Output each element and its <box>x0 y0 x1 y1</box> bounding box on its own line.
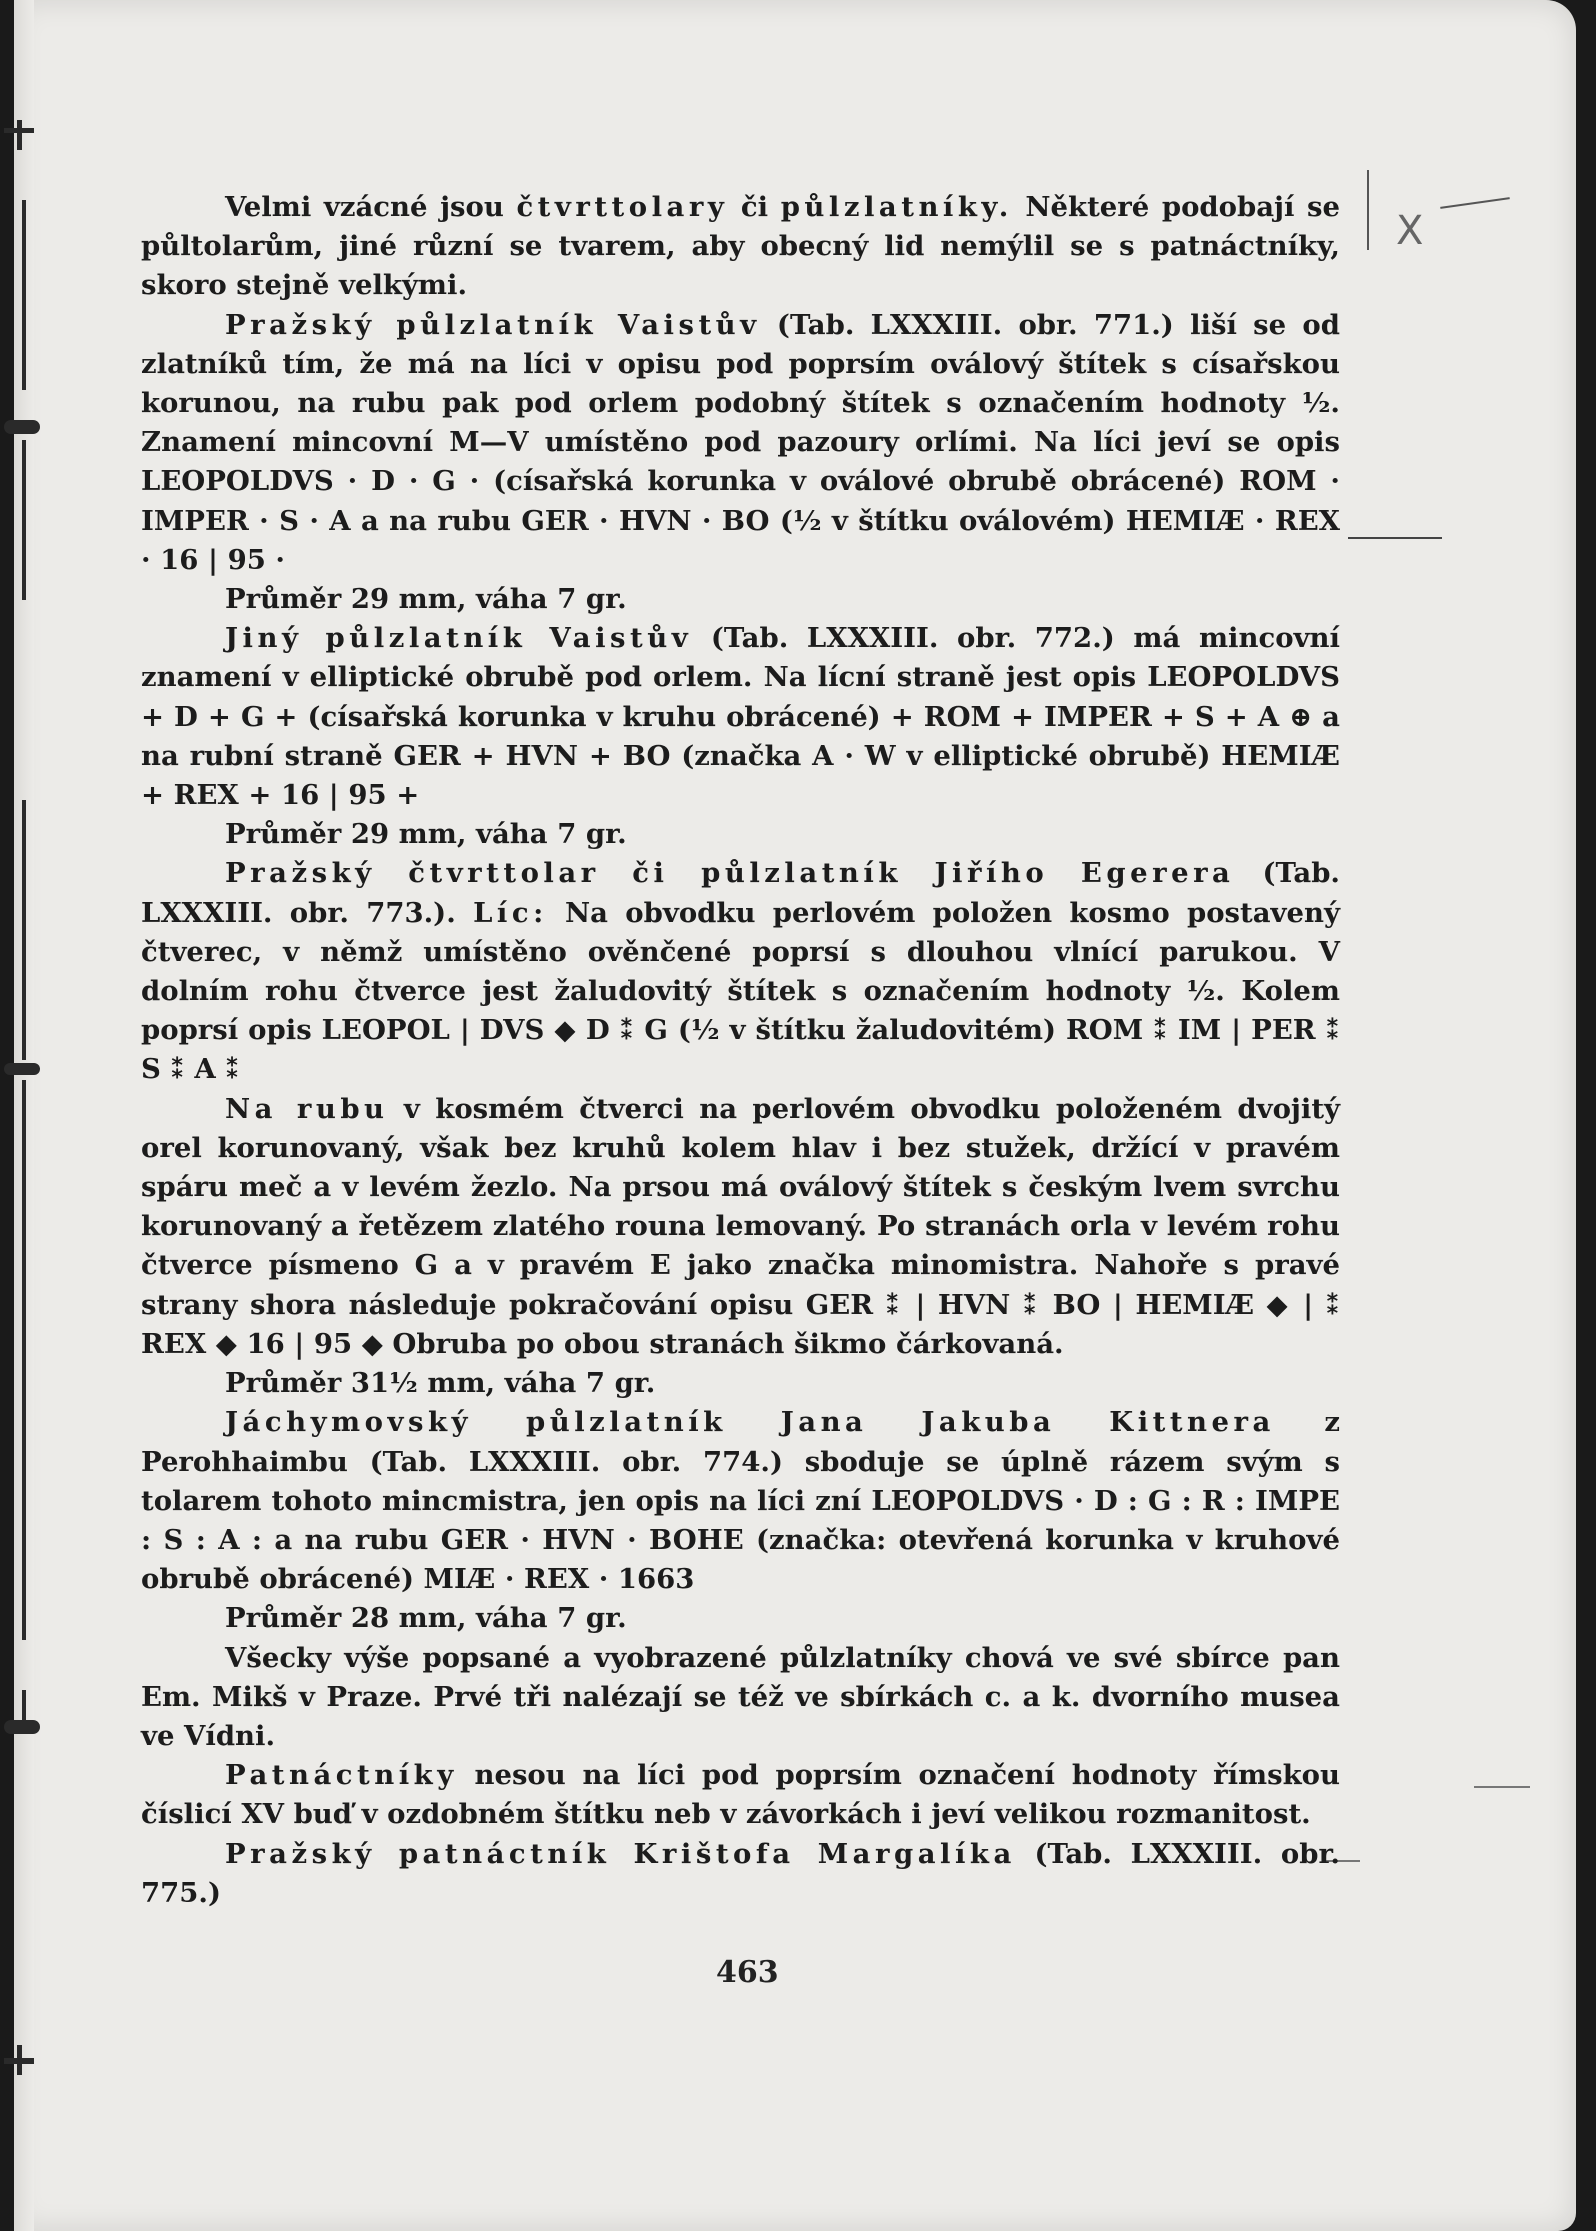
text-run: či <box>728 191 781 223</box>
paragraph <box>141 1599 1340 1638</box>
body-text <box>141 188 1340 1913</box>
spaced-term: čtvrttolary <box>516 191 729 223</box>
paragraph <box>141 619 1340 815</box>
paragraph <box>141 854 1340 1089</box>
margin-note: X <box>1396 208 1424 254</box>
binding-thread <box>22 800 26 1060</box>
text-run: (Tab. LXXXIII. obr. 775.) <box>141 1837 1341 1909</box>
spaced-term: Jiný půlzlatník Vaistův <box>225 622 693 655</box>
text-run: Průměr 29 mm, váha 7 gr. <box>225 583 627 616</box>
text-run: (Tab. LXXXIII. obr. 773.). <box>141 857 1340 929</box>
spaced-term: Patnáctníky <box>225 1759 458 1792</box>
margin-pencil-line <box>1474 1786 1530 1788</box>
paragraph <box>141 815 1340 854</box>
spaced-term: půlzlatníky. <box>780 191 1013 223</box>
text-run: nesou na líci pod poprsím označení hodnoty římskou číslicí XV buď v ozdobném štítku neb v závorkách i jeví velikou rozmanitost. <box>141 1759 1340 1831</box>
binding-thread <box>22 200 26 390</box>
paragraph <box>141 580 1340 619</box>
spaced-term: Jáchymovský půlzlatník Jana Jakuba Kittnera <box>225 1406 1275 1439</box>
text-run: v kosmém čtverci na perlovém obvodku položeném dvojitý orel korunovaný, však bez kruhů kolem hlav i bez stužek, držící v pravém spáru meč a v levém žezlo. Na prsou má oválový štítek s českým lvem svrchu korunovaný a řetězem zlatého rouna lemovaný. Po stranách orla v levém rohu čtverce písmeno G a v pravém E jako značka minomistra. Nahoře s pravé strany shora následuje pokračování opisu GER ⁑ | HVN ⁑ BO | HEMIÆ ◆ | ⁑ REX ◆ 16 | 95 ◆ Obruba po obou stranách šikmo čárkovaná. <box>141 1092 1340 1360</box>
text-run: Průměr 29 mm, váha 7 gr. <box>225 818 627 851</box>
spaced-term: Líc: <box>473 896 548 929</box>
binding-mark <box>17 2045 22 2075</box>
spaced-term: Pražský čtvrttolar či půlzlatník Jiřího Egerera <box>225 857 1235 890</box>
text-run: (Tab. LXXXIII. obr. 772.) má mincovní znamení v elliptické obrubě pod orlem. Na lícní straně jest opis LEOPOLDVS + D + G + (císařská korunka v kruhu obrácené) + ROM + IMPER + S + A ⊕ a na rubní straně GER + HVN + BO (značka A · W v elliptické obrubě) HEMIÆ + REX + 16 | 95 + <box>141 622 1340 812</box>
text-run: Některé podobají se půltolarům, jiné různí se tvarem, aby obecný lid nemýlil se s patnáctníky, skoro stejně velkými. <box>141 191 1340 302</box>
binding-mark <box>4 420 40 434</box>
binding-mark <box>17 120 22 150</box>
paragraph <box>141 1639 1340 1757</box>
paragraph <box>141 1403 1340 1599</box>
paragraph <box>141 1364 1340 1403</box>
binding-thread <box>22 1690 26 1730</box>
spaced-term: Na rubu <box>225 1092 389 1125</box>
paragraph <box>141 1756 1340 1834</box>
text-run: Velmi vzácné jsou <box>225 191 517 223</box>
paragraph <box>141 306 1340 580</box>
paragraph <box>141 1090 1340 1364</box>
spaced-term: Pražský patnáctník Krištofa Margalíka <box>225 1837 1016 1870</box>
margin-pencil-line <box>1367 170 1369 250</box>
spaced-term: Pražský půlzlatník Vaistův <box>225 308 761 341</box>
binding-thread <box>22 440 26 600</box>
paragraph <box>141 188 1340 306</box>
page-number: 463 <box>716 1955 779 1990</box>
text-run: Na obvodku perlovém položen kosmo postavený čtverec, v němž umístěno ověnčené poprsí s dlouhou vlnící parukou. V dolním rohu čtverce jest žaludovitý štítek s označením hodnoty ½. Kolem poprsí opis LEOPOL | DVS ◆ D ⁑ G (½ v štítku žaludovitém) ROM ⁑ IM | PER ⁑ S ⁑ A ⁑ <box>141 896 1341 1086</box>
text-run: z Perohhaimbu (Tab. LXXXIII. obr. 774.) sboduje se úplně rázem svým s tolarem tohoto mincmistra, jen opis na líci zní LEOPOLDVS · D : G : R : IMPE : S : A : a na rubu GER · HVN · BOHE (značka: otevřená korunka v kruhové obrubě obrácené) MIÆ · REX · 1663 <box>141 1406 1340 1596</box>
text-run: Průměr 31½ mm, váha 7 gr. <box>225 1367 656 1400</box>
text-run: Všecky výše popsané a vyobrazené půlzlatníky chová ve své sbírce pan Em. Mikš v Praze. Prvé tři nalézají se též ve sbírkách c. a k. dvorního musea ve Vídni. <box>141 1641 1340 1752</box>
text-run: Průměr 28 mm, váha 7 gr. <box>225 1602 627 1635</box>
binding-mark <box>4 1063 40 1075</box>
text-run: (Tab. LXXXIII. obr. 771.) liší se od zlatníků tím, že má na líci v opisu pod poprsím oválový štítek s císařskou korunou, na rubu pak pod orlem podobný štítek s označením hodnoty ½. Znamení mincovní M—V umístěno pod pazoury orlími. Na líci jeví se opis LEOPOLDVS · D · G · (císařská korunka v oválové obrubě obrácené) ROM · IMPER · S · A a na rubu GER · HVN · BO (½ v štítku oválovém) HEMIÆ · REX · 16 | 95 · <box>141 308 1341 576</box>
margin-pencil-line <box>1348 537 1442 539</box>
binding-thread <box>22 1080 26 1640</box>
paragraph <box>141 1835 1340 1913</box>
